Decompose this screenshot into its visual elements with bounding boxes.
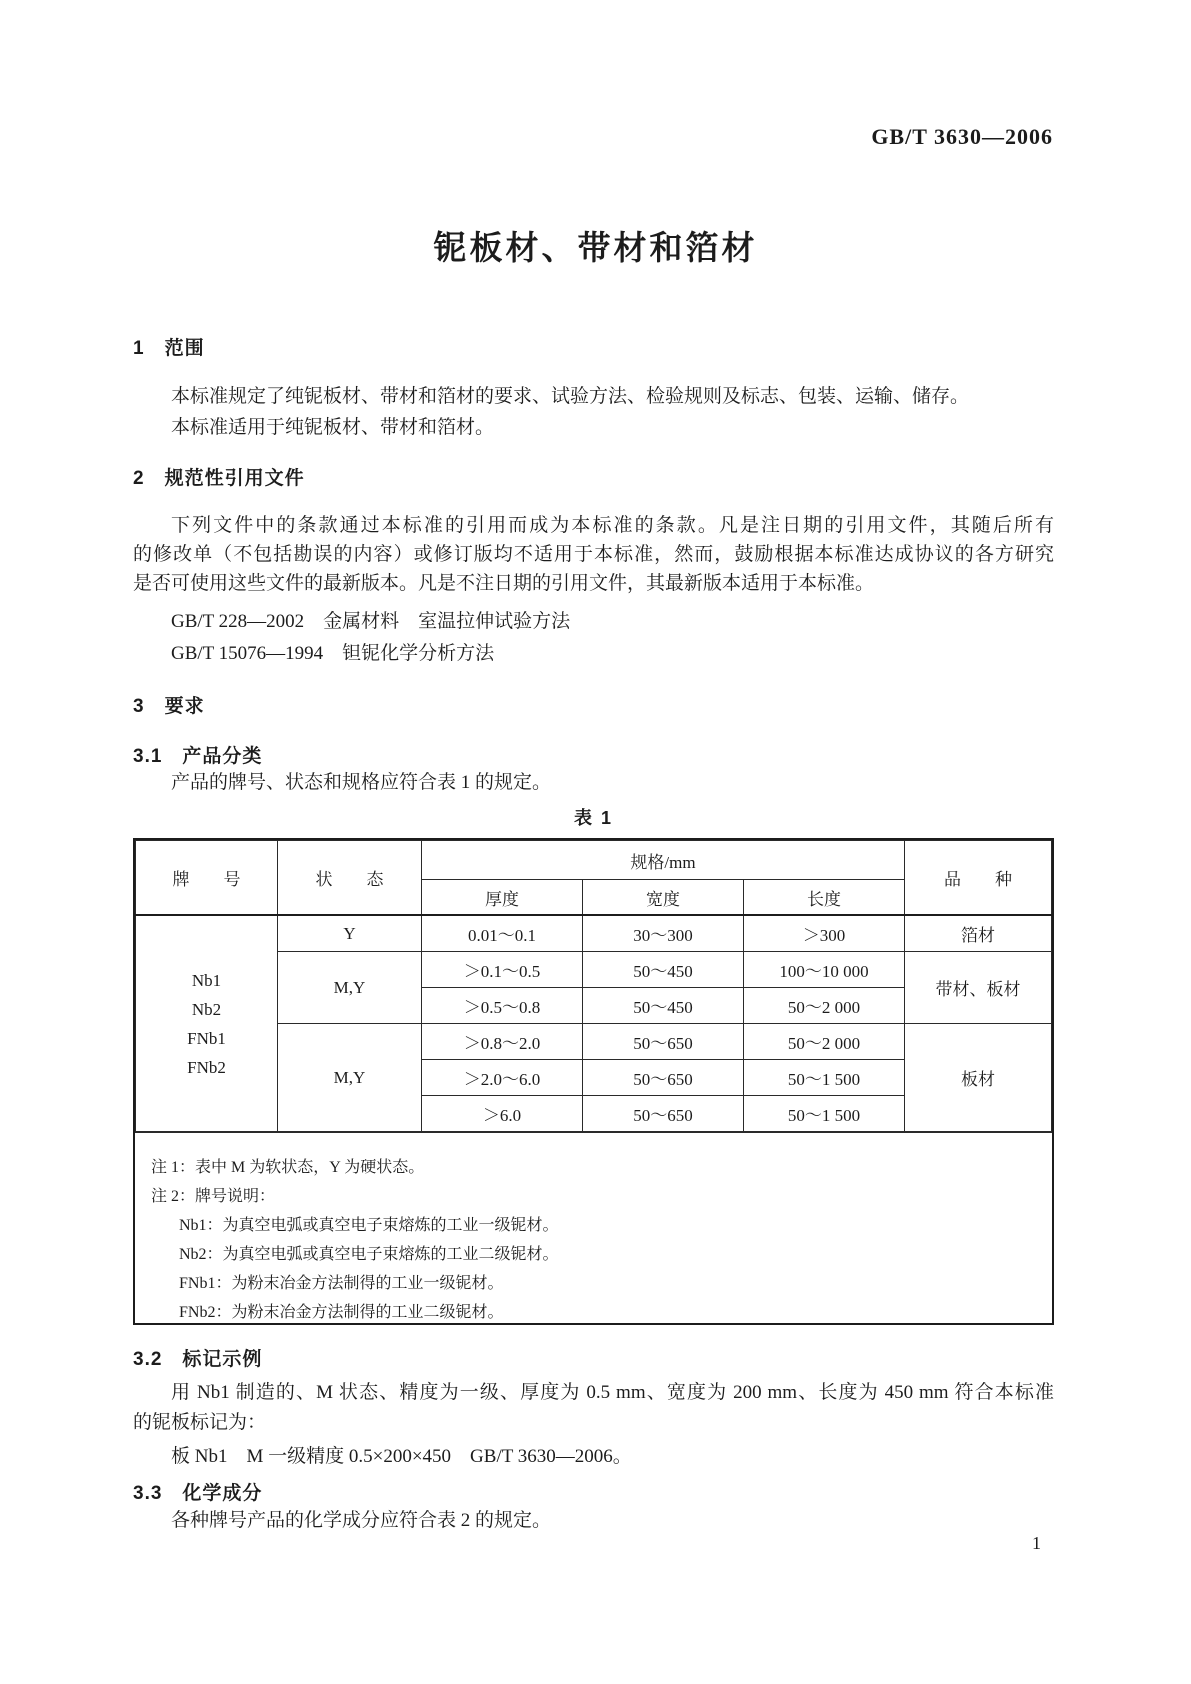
page-number: 1 bbox=[1032, 1533, 1041, 1553]
col-header-width: 宽度 bbox=[583, 880, 744, 916]
col-header-length: 长度 bbox=[744, 880, 905, 916]
table-subnote: Nb1：为真空电弧或真空电子束熔炼的工业一级铌材。 bbox=[179, 1217, 559, 1234]
section-3-3-heading: 3.3 化学成分 bbox=[133, 1483, 263, 1504]
paragraph-line: 本标准规定了纯铌板材、带材和箔材的要求、试验方法、检验规则及标志、包装、运输、储存。 bbox=[171, 386, 970, 407]
marking-example bbox=[133, 1442, 1054, 1472]
brand-name: FNb1 bbox=[187, 1028, 226, 1048]
table-1-caption: 表 1 bbox=[573, 808, 613, 828]
table-note: 注 2：牌号说明： bbox=[151, 1188, 276, 1205]
length-cell: 100～10 000 bbox=[744, 952, 905, 988]
section-3-3-paragraph bbox=[133, 1506, 1054, 1536]
table-subnote: FNb2：为粉末冶金方法制得的工业二级铌材。 bbox=[179, 1304, 504, 1321]
col-header-brand: 牌 号 bbox=[136, 841, 278, 916]
paragraph-line: 本标准适用于纯铌板材、带材和箔材。 bbox=[171, 417, 495, 438]
section-3-2-heading: 3.2 标记示例 bbox=[133, 1349, 263, 1370]
standard-code: GB/T 3630—2006 bbox=[871, 124, 1053, 149]
col-header-state: 状 态 bbox=[278, 841, 422, 916]
section-2-heading: 2 规范性引用文件 bbox=[133, 468, 305, 489]
thickness-cell: 0.01～0.1 bbox=[422, 915, 583, 952]
thickness-cell: ＞6.0 bbox=[422, 1096, 583, 1132]
state-cell: M,Y bbox=[278, 1024, 422, 1132]
state-cell: Y bbox=[278, 915, 422, 952]
brand-list-cell bbox=[136, 915, 278, 1132]
width-cell: 50～650 bbox=[583, 1060, 744, 1096]
paragraph-line: 产品的牌号、状态和规格应符合表 1 的规定。 bbox=[171, 772, 552, 793]
table-1-notes bbox=[135, 1132, 1052, 1327]
paragraph-line: 各种牌号产品的化学成分应符合表 2 的规定。 bbox=[171, 1510, 552, 1531]
brand-name: FNb2 bbox=[187, 1057, 226, 1077]
width-cell: 30～300 bbox=[583, 915, 744, 952]
state-cell: M,Y bbox=[278, 952, 422, 1024]
section-2-paragraph bbox=[133, 511, 1054, 598]
length-cell: 50～2 000 bbox=[744, 1024, 905, 1060]
table-note: 注 1：表中 M 为软状态，Y 为硬状态。 bbox=[151, 1159, 425, 1176]
length-cell: ＞300 bbox=[744, 915, 905, 952]
width-cell: 50～450 bbox=[583, 988, 744, 1024]
reference-entry: GB/T 228—2002 金属材料 室温拉伸试验方法 bbox=[171, 611, 571, 632]
variety-cell: 箔材 bbox=[905, 915, 1052, 952]
length-cell: 50～1 500 bbox=[744, 1060, 905, 1096]
section-3-1-paragraph bbox=[133, 768, 1054, 798]
length-cell: 50～1 500 bbox=[744, 1096, 905, 1132]
thickness-cell: ＞0.5～0.8 bbox=[422, 988, 583, 1024]
variety-cell: 带材、板材 bbox=[905, 952, 1052, 1024]
normative-references bbox=[133, 606, 1054, 670]
paragraph-line: 下列文件中的条款通过本标准的引用而成为本标准的条款。凡是注日期的引用文件，其随后所有 bbox=[171, 515, 1054, 536]
thickness-cell: ＞0.1～0.5 bbox=[422, 952, 583, 988]
table-subnote: Nb2：为真空电弧或真空电子束熔炼的工业二级铌材。 bbox=[179, 1246, 559, 1263]
reference-entry: GB/T 15076—1994 钽铌化学分析方法 bbox=[171, 643, 495, 664]
paragraph-line: 是否可使用这些文件的最新版本。凡是不注日期的引用文件，其最新版本适用于本标准。 bbox=[133, 573, 875, 594]
brand-name: Nb2 bbox=[191, 999, 222, 1019]
paragraph-line: 板 Nb1 M 一级精度 0.5×200×450 GB/T 3630—2006。 bbox=[171, 1446, 632, 1467]
thickness-cell: ＞2.0～6.0 bbox=[422, 1060, 583, 1096]
width-cell: 50～650 bbox=[583, 1024, 744, 1060]
document-title: 铌板材、带材和箔材 bbox=[433, 229, 758, 266]
brand-name: Nb1 bbox=[191, 970, 222, 990]
paragraph-line: 的铌板标记为： bbox=[133, 1412, 267, 1433]
table-1 bbox=[133, 838, 1054, 1325]
paragraph-line: 用 Nb1 制造的、M 状态、精度为一级、厚度为 0.5 mm、宽度为 200 mm、长度为 450 mm 符合本标准 bbox=[171, 1382, 1054, 1403]
table-1-grid bbox=[135, 840, 1052, 1132]
table-subnote: FNb1：为粉末冶金方法制得的工业一级铌材。 bbox=[179, 1275, 504, 1292]
section-3-heading: 3 要求 bbox=[133, 696, 205, 717]
section-1-heading: 1 范围 bbox=[133, 338, 205, 359]
table-row bbox=[136, 915, 1052, 952]
variety-cell: 板材 bbox=[905, 1024, 1052, 1132]
col-header-thickness: 厚度 bbox=[422, 880, 583, 916]
section-3-2-paragraph bbox=[133, 1378, 1054, 1438]
length-cell: 50～2 000 bbox=[744, 988, 905, 1024]
width-cell: 50～650 bbox=[583, 1096, 744, 1132]
brand-list bbox=[136, 966, 277, 1082]
section-1-paragraphs bbox=[133, 381, 1054, 443]
thickness-cell: ＞0.8～2.0 bbox=[422, 1024, 583, 1060]
paragraph-line: 的修改单（不包括勘误的内容）或修订版均不适用于本标准，然而，鼓励根据本标准达成协议的各方研究 bbox=[133, 544, 1054, 565]
col-header-variety: 品 种 bbox=[905, 841, 1052, 916]
col-header-spec: 规格/mm bbox=[422, 841, 905, 880]
section-3-1-heading: 3.1 产品分类 bbox=[133, 746, 263, 767]
width-cell: 50～450 bbox=[583, 952, 744, 988]
